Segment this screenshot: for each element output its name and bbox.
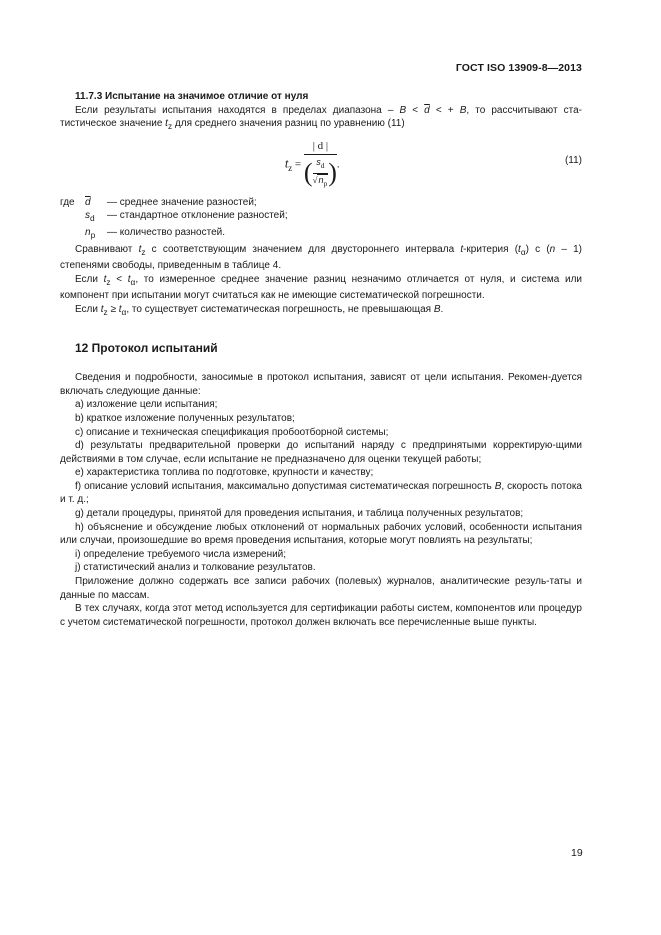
equation-fraction xyxy=(304,140,337,190)
paragraph-not-significant: Если $t_z < t_\alpha$, то измеренное среднее значение разниц незначимо отличается от нуля, и система или компонент при испытании могут считаться как не имеющие систематической погрешности. xyxy=(60,273,582,302)
section-11-7-3-heading: 11.7.3 Испытание на значимое отличие от нуля xyxy=(75,91,309,102)
paragraph-compare-t: Сравнивают $t_z$ с соответствующим значением для двустороннего интервала t-критерия $(t_\alpha)$ с (n – 1) степенями свободы, приведенным в таблице 4. xyxy=(60,243,583,272)
page-content xyxy=(60,90,582,629)
list-item-a: a) изложение цели испытания; xyxy=(75,399,218,411)
equation-body: $t_z$ = | d | ( $\frac{s_d}{√n_p}$ ) . xyxy=(285,140,340,190)
paragraph-protocol-intro: Сведения и подробности, заносимые в протокол испытания, зависят от цели испытания. Рекомен-дуется включать следующие данные: xyxy=(60,372,582,397)
paragraph-range-condition: Если результаты испытания находятся в пределах диапазона – $B < \overline{d}$ < + B, то рассчитывают ста-тистическое значение $t_z$ для среднего значения разниц по уравнению (11) xyxy=(60,104,582,132)
page-number: 19 xyxy=(571,847,583,859)
document-code-header: ГОСТ ISO 13909-8—2013 xyxy=(455,62,582,74)
list-item-e: e) характеристика топлива по подготовке, крупности и качеству; xyxy=(75,467,374,479)
list-item-b: b) краткое изложение полученных результатов; xyxy=(75,412,295,424)
definition-mean-difference: где $\overline{d}$ — среднее значение разностей; xyxy=(60,196,257,208)
definition-std-deviation: $s_d$ — стандартное отклонение разностей; xyxy=(85,210,288,224)
list-item-f: f) описание условий испытания, максимально допустимая систематическая погрешность B, скорость потока и т. д.; xyxy=(60,480,582,506)
variable-definitions xyxy=(60,196,582,243)
list-item-g: g) детали процедуры, принятой для проведения испытания, и таблица полученных результатов; xyxy=(75,508,524,520)
paragraph-significant: Если $t_z \ge t_\alpha$, то существует систематическая погрешность, не превышающая B. xyxy=(75,303,444,317)
list-item-d: d) результаты предварительной проверки до испытаний наряду с предпринятыми корректирую-щими действиями в том случае, если испытание не предназначено для оценки текущей работы; xyxy=(60,440,582,465)
fraction-denominator: ( $\frac{s_d}{√n_p}$ ) xyxy=(303,157,337,188)
paragraph-appendix: Приложение должно содержать все записи рабочих (полевых) журналов, аналитические резуль-таты и данные по массам. xyxy=(60,576,582,601)
definition-count: $n_p$ — количество разностей. xyxy=(85,226,225,240)
list-item-i: i) определение требуемого числа измерений; xyxy=(75,548,287,560)
paragraph-certification: В тех случаях, когда этот метод используется для сертификации работы систем, компонентов или процедур с учетом систематической погрешности, протокол должен включать все перечисленные выше пункты. xyxy=(60,603,582,628)
equation-11 xyxy=(60,140,582,192)
fraction-numerator: | d | xyxy=(304,140,337,156)
section-12-heading: 12 Протокол испытаний xyxy=(75,340,218,355)
list-item-j: j) статистический анализ и толкование результатов. xyxy=(75,562,316,574)
list-item-h: h) объяснение и обсуждение любых отклонений от нормальных рабочих условий, особенности испытания или случаи, произошедшие во время проведения испытания, которые могут повлиять на результаты; xyxy=(60,521,582,547)
list-item-c: c) описание и техническая спецификация пробоотборной системы; xyxy=(75,426,389,438)
equation-number: (11) xyxy=(564,154,582,166)
